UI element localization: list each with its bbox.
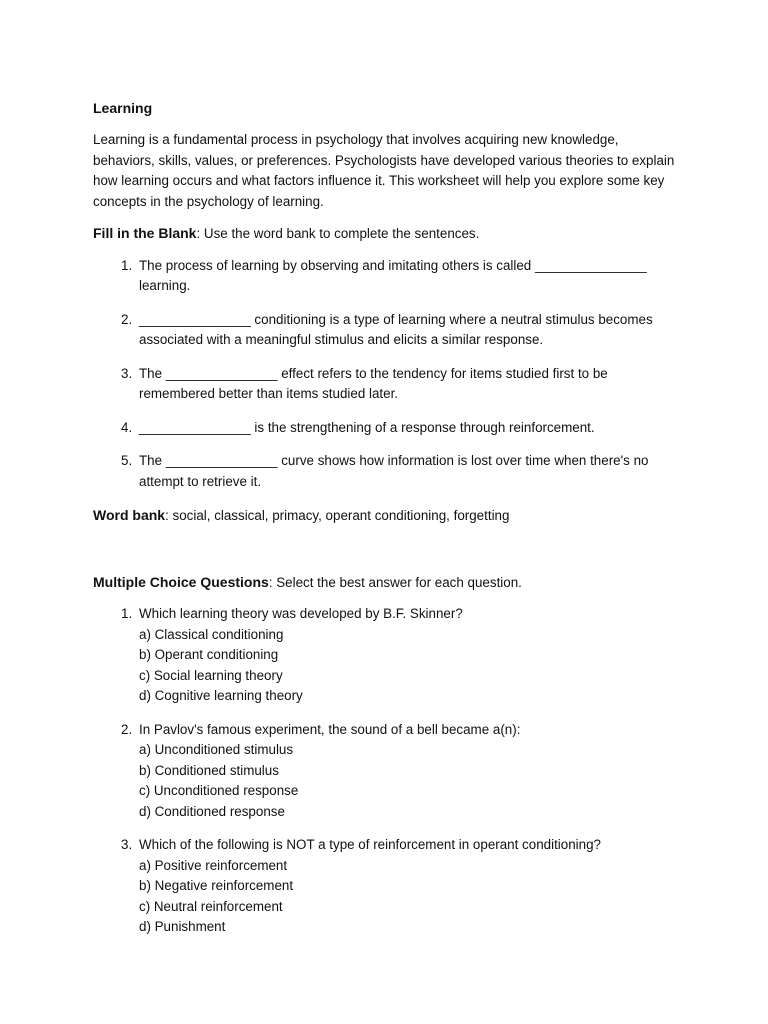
question-text: In Pavlov's famous experiment, the sound of a bell became a(n):: [139, 721, 521, 737]
fill-in-item-2: [93, 310, 683, 351]
worksheet-page: [93, 97, 683, 951]
fill-in-heading: [93, 223, 683, 245]
item-text: The _______________ curve shows how information is lost over time when there's no attempt to retrieve it.: [139, 453, 649, 489]
item-text: The process of learning by observing and imitating others is called _______________ learning.: [139, 257, 647, 293]
answer-option: b) Negative reinforcement: [139, 878, 294, 893]
question-text: Which of the following is NOT a type of reinforcement in operant conditioning?: [139, 837, 601, 852]
word-bank: [93, 505, 683, 527]
item-text: _______________ is the strengthening of a response through reinforcement.: [139, 419, 595, 435]
fill-in-list: [93, 256, 683, 493]
answer-option: a) Positive reinforcement: [139, 857, 288, 873]
item-number: 5.: [121, 453, 133, 468]
intro-paragraph: Learning is a fundamental process in psychology that involves acquiring new knowledge, behaviors, skills, values, or preferences. Psychologists have developed various theories to explain how learning occurs and what factors influence it. This worksheet will help you explore some key concepts in the psychology of learning.: [93, 132, 675, 209]
mc-question-3: [93, 835, 683, 938]
multiple-choice-heading-label: Multiple Choice Questions: [93, 573, 269, 590]
fill-in-item-5: [93, 451, 683, 492]
answer-option: c) Social learning theory: [139, 667, 283, 683]
answer-option: d) Punishment: [139, 919, 226, 934]
item-text: The _______________ effect refers to the tendency for items studied first to be remembered better than items studied later.: [139, 365, 608, 401]
item-number: 4.: [121, 419, 133, 435]
item-number: 1.: [121, 257, 133, 273]
fill-in-item-1: [93, 256, 683, 297]
word-bank-text: : social, classical, primacy, operant conditioning, forgetting: [165, 508, 510, 523]
question-number: 3.: [121, 837, 133, 852]
item-number: 2.: [121, 311, 133, 327]
question-number: 2.: [121, 721, 133, 737]
mc-question-1: [93, 604, 683, 707]
multiple-choice-list: [93, 604, 683, 938]
item-text: _______________ conditioning is a type of learning where a neutral stimulus becomes associated with a meaningful stimulus and elicits a similar response.: [139, 311, 653, 347]
answer-options: [139, 740, 683, 822]
answer-options: [139, 625, 683, 707]
answer-option: c) Unconditioned response: [139, 783, 299, 798]
fill-in-heading-label: Fill in the Blank: [93, 225, 197, 241]
word-bank-label: Word bank: [93, 507, 166, 523]
answer-option: a) Classical conditioning: [139, 626, 284, 642]
answer-option: d) Conditioned response: [139, 803, 285, 819]
answer-option: a) Unconditioned stimulus: [139, 742, 294, 757]
question-number: 1.: [121, 606, 133, 621]
fill-in-item-3: [93, 364, 683, 405]
page-title: Learning: [93, 100, 153, 116]
answer-options: [139, 856, 683, 938]
fill-in-instruction: : Use the word bank to complete the sentences.: [196, 226, 480, 241]
item-number: 3.: [121, 365, 133, 381]
answer-option: b) Operant conditioning: [139, 647, 279, 662]
multiple-choice-instruction: : Select the best answer for each question.: [268, 574, 522, 590]
question-text: Which learning theory was developed by B.F. Skinner?: [139, 606, 463, 621]
fill-in-item-4: [93, 418, 683, 439]
answer-option: d) Cognitive learning theory: [139, 688, 303, 703]
multiple-choice-heading: [93, 572, 683, 594]
mc-question-2: [93, 720, 683, 823]
answer-option: b) Conditioned stimulus: [139, 762, 279, 778]
answer-option: c) Neutral reinforcement: [139, 898, 283, 914]
